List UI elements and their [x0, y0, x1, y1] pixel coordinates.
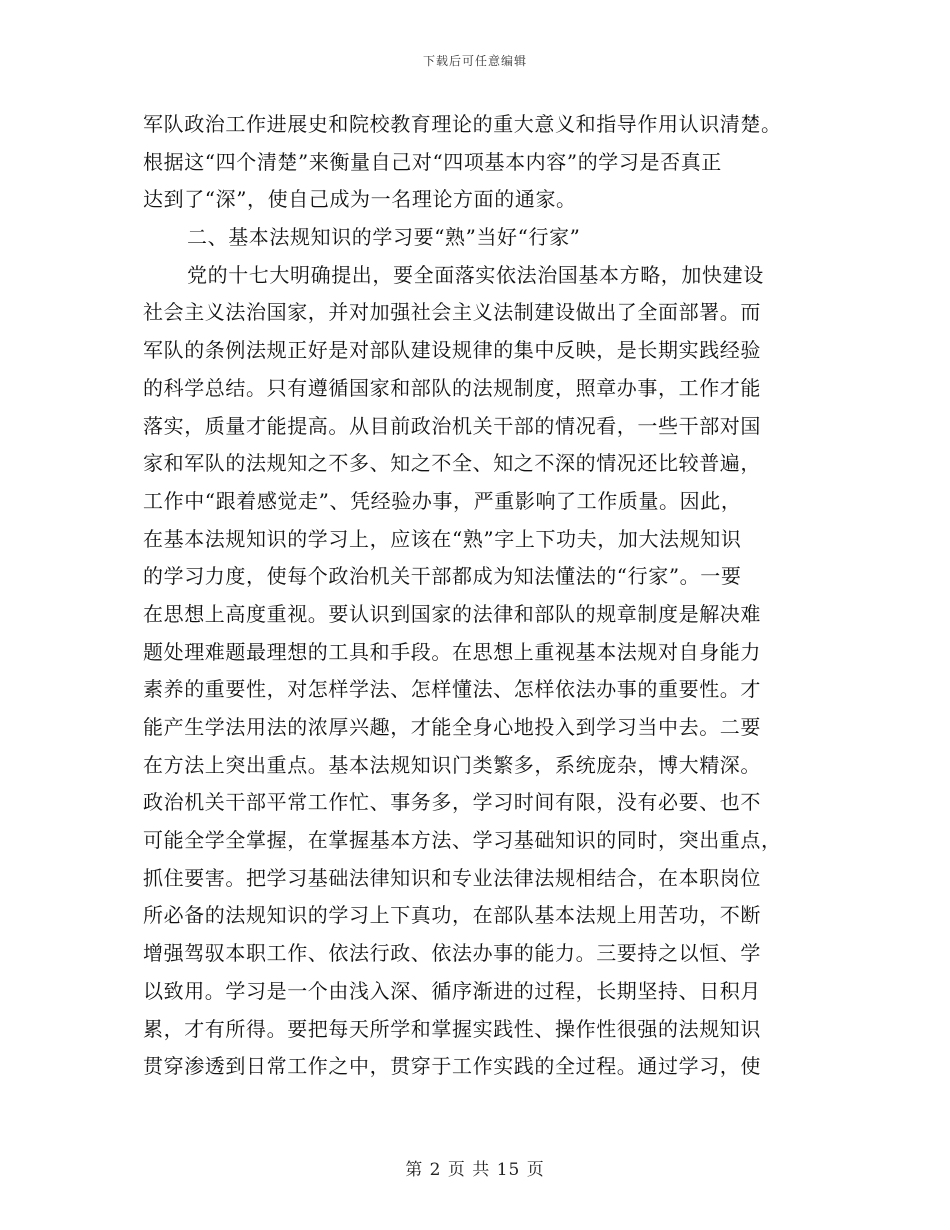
text-line: 抓住要害。把学习基础法律知识和专业法律法规相结合，在本职岗位 — [143, 865, 761, 890]
text-line: 可能全学全掌握，在掌握基本方法、学习基础知识的同时，突出重点， — [143, 828, 782, 853]
text-line: 在方法上突出重点。基本法规知识门类繁多，系统庞杂，博大精深。 — [143, 752, 761, 777]
text-line: 增强驾驭本职工作、依法行政、依法办事的能力。三要持之以恒、学 — [143, 941, 761, 966]
text-line: 素养的重要性，对怎样学法、怎样懂法、怎样依法办事的重要性。才 — [143, 677, 761, 702]
text-line: 达到了“深”，使自己成为一名理论方面的通家。 — [143, 187, 577, 212]
text-line: 根据这“四个清楚”来衡量自己对“四项基本内容”的学习是否真正 — [143, 149, 722, 174]
text-line: 军队政治工作进展史和院校教育理论的重大意义和指导作用认识清楚。 — [143, 112, 782, 136]
text-line: 的科学总结。只有遵循国家和部队的法规制度，照章办事，工作才能 — [143, 375, 761, 400]
text-line: 以致用。学习是一个由浅入深、循序渐进的过程，长期坚持、日积月 — [143, 978, 761, 1003]
text-line: 能产生学法用法的浓厚兴趣，才能全身心地投入到学习当中去。二要 — [143, 715, 761, 739]
text-line: 的学习力度，使每个政治机关干部都成为知法懂法的“行家”。一要 — [143, 564, 742, 589]
text-line: 在思想上高度重视。要认识到国家的法律和部队的规章制度是解决难 — [143, 601, 761, 626]
text-line: 累，才有所得。要把每天所学和掌握实践性、操作性很强的法规知识 — [143, 1016, 761, 1041]
text-line: 政治机关干部平常工作忙、事务多，学习时间有限，没有必要、也不 — [143, 790, 761, 815]
text-line: 所必备的法规知识的学习上下真功，在部队基本法规上用苦功，不断 — [143, 903, 761, 928]
text-line: 社会主义法治国家，并对加强社会主义法制建设做出了全面部署。而 — [143, 300, 761, 325]
page-number: 第 2 页 共 15 页 — [405, 1160, 545, 1180]
text-line: 落实，质量才能提高。从目前政治机关干部的情况看，一些干部对国 — [143, 413, 761, 438]
paragraph-first-line: 党的十七大明确提出，要全面落实依法治国基本方略，加快建设 — [187, 262, 764, 287]
text-line: 贯穿渗透到日常工作之中，贯穿于工作实践的全过程。通过学习，使 — [143, 1054, 761, 1079]
page-header-note: 下载后可任意编辑 — [422, 54, 527, 68]
text-line: 在基本法规知识的学习上，应该在“熟”字上下功夫，加大法规知识 — [143, 526, 742, 551]
document-body — [143, 106, 803, 1086]
text-line: 工作中“跟着感觉走”、凭经验办事，严重影响了工作质量。因此， — [143, 488, 742, 513]
text-line: 题处理难题最理想的工具和手段。在思想上重视基本法规对自身能力 — [143, 639, 761, 664]
text-line: 家和军队的法规知之不多、知之不全、知之不深的情况还比较普遍， — [143, 451, 761, 476]
section-heading: 二、基本法规知识的学习要“熟”当好“行家” — [187, 225, 581, 250]
text-line: 军队的条例法规正好是对部队建设规律的集中反映，是长期实践经验 — [143, 338, 761, 363]
